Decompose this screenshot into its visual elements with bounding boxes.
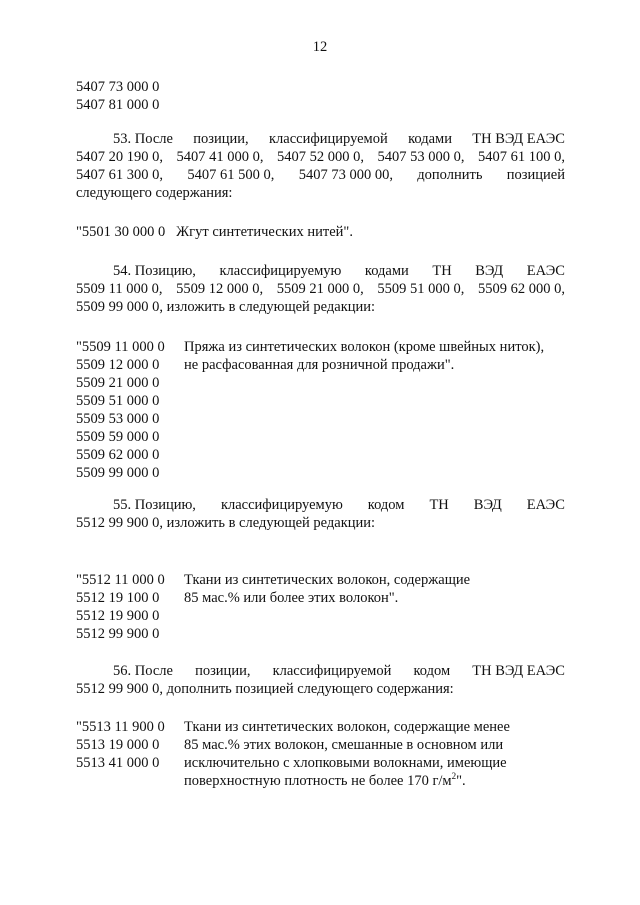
word: 5509 62 000 0, (477, 281, 565, 297)
word: кодом (413, 663, 451, 679)
word: дополнить (417, 167, 483, 183)
item-53-line-2 (76, 148, 565, 166)
word: ВЭД (475, 263, 504, 279)
item-56-line-1 (76, 662, 565, 680)
code-line: 5509 59 000 0 (76, 429, 160, 445)
item-55-line-2: 5512 99 900 0, изложить в следующей редакции: (76, 515, 376, 531)
code-line: 5509 12 000 0 (76, 357, 160, 373)
item-56 (76, 662, 565, 698)
page-number: 12 (312, 39, 328, 55)
item-53-line-1 (76, 130, 565, 148)
word: 5509 12 000 0, (176, 281, 264, 297)
item-54-codes (76, 338, 181, 482)
word: позиции, (193, 131, 249, 147)
code-line: 5512 99 900 0 (76, 626, 160, 642)
word: классифицируемой (272, 663, 392, 679)
word: позиции, (195, 663, 251, 679)
word: 5407 41 000 0, (176, 149, 264, 165)
item-54-line-1 (76, 262, 565, 280)
item-56-description (184, 718, 574, 790)
desc-line: 85 мас.% этих волокон, смешанные в основном или (184, 737, 504, 753)
word: 56. После (113, 663, 173, 679)
item-53-line-4: следующего содержания: (76, 185, 233, 201)
desc-line: Ткани из синтетических волокон, содержащие (184, 572, 471, 588)
item-54-line-3: 5509 99 000 0, изложить в следующей редакции: (76, 299, 376, 315)
word: ТН ВЭД ЕАЭС (472, 131, 565, 147)
code-line: "5512 11 000 0 (76, 572, 165, 588)
word: ТН ВЭД ЕАЭС (472, 663, 565, 679)
item-54-line-2 (76, 280, 565, 298)
desc-line: Ткани из синтетических волокон, содержащие менее (184, 719, 510, 735)
word: 5509 11 000 0, (76, 281, 163, 297)
word: 5407 73 000 00, (298, 167, 393, 183)
desc-line: исключительно с хлопковыми волокнами, имеющие (184, 755, 507, 771)
code-line: 5407 73 000 0 (76, 79, 160, 95)
word: 55. Позицию, (113, 497, 196, 513)
desc-text: ". (456, 773, 466, 789)
code-line: 5509 62 000 0 (76, 447, 160, 463)
desc-line: 85 мас.% или более этих волокон". (184, 590, 399, 606)
word: ТН (432, 263, 452, 279)
word: 5407 20 190 0, (76, 149, 163, 165)
desc-line-last (184, 772, 574, 790)
code-line: 5513 19 000 0 (76, 737, 160, 753)
word: кодами (364, 263, 409, 279)
item-54 (76, 262, 565, 316)
word: ВЭД (473, 497, 502, 513)
word: 5509 21 000 0, (276, 281, 364, 297)
item-53-line-3 (76, 166, 565, 184)
item-53 (76, 130, 565, 202)
word: классифицируемой (268, 131, 388, 147)
desc-line: не расфасованная для розничной продажи". (184, 357, 455, 373)
desc-line: Пряжа из синтетических волокон (кроме швейных ниток), (184, 339, 545, 355)
item-53-entry: "5501 30 000 0 Жгут синтетических нитей". (76, 224, 353, 240)
code-line: "5509 11 000 0 (76, 339, 165, 355)
superscript: 2 (451, 771, 457, 781)
desc-text: поверхностную плотность не более 170 г/м (184, 773, 452, 789)
word: 5407 61 500 0, (187, 167, 275, 183)
item-55-description (184, 571, 574, 607)
item-55-codes (76, 571, 181, 643)
word: 5407 61 100 0, (478, 149, 565, 165)
word: классифицируемую (220, 497, 343, 513)
code-line: "5513 11 900 0 (76, 719, 165, 735)
code-line: 5513 41 000 0 (76, 755, 160, 771)
item-55 (76, 496, 565, 532)
item-54-description (184, 338, 574, 374)
word: 5509 51 000 0, (377, 281, 465, 297)
word: ТН (429, 497, 449, 513)
word: 54. Позицию, (113, 263, 196, 279)
word: ЕАЭС (526, 497, 565, 513)
code-line: 5512 19 100 0 (76, 590, 160, 606)
code-line: 5512 19 900 0 (76, 608, 160, 624)
code-line: 5509 99 000 0 (76, 465, 160, 481)
word: 5407 61 300 0, (76, 167, 163, 183)
item-55-line-1 (76, 496, 565, 514)
word: классифицируемую (219, 263, 342, 279)
word: кодами (408, 131, 452, 147)
code-line: 5509 53 000 0 (76, 411, 160, 427)
item-56-codes (76, 718, 181, 772)
code-line: 5509 21 000 0 (76, 375, 160, 391)
word: позицией (506, 167, 565, 183)
word: 53. После (113, 131, 173, 147)
word: кодом (367, 497, 405, 513)
word: 5407 52 000 0, (277, 149, 364, 165)
item-56-line-2: 5512 99 900 0, дополнить позицией следующего содержания: (76, 681, 454, 697)
word: 5407 53 000 0, (377, 149, 465, 165)
code-line: 5407 81 000 0 (76, 97, 160, 113)
word: ЕАЭС (526, 263, 565, 279)
top-codes (76, 78, 565, 114)
code-line: 5509 51 000 0 (76, 393, 160, 409)
